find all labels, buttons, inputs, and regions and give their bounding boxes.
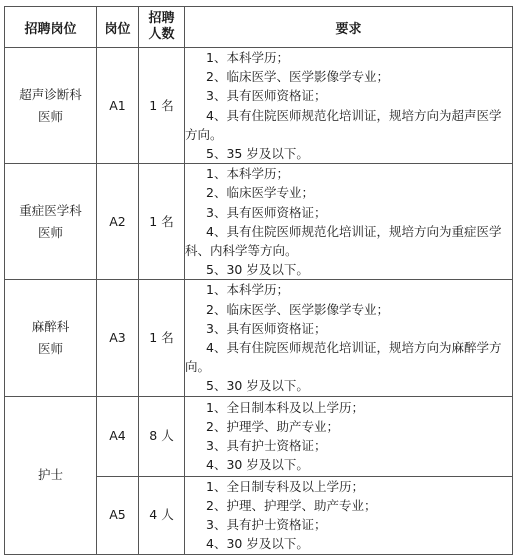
requirement-item: 3、具有护士资格证； [206, 517, 327, 533]
requirements [185, 48, 513, 164]
header-row [5, 7, 513, 48]
requirement-item: 3、具有医师资格证； [206, 88, 327, 104]
table-row [5, 164, 513, 280]
requirements [185, 280, 513, 396]
post-name-line2: 医师 [37, 341, 63, 357]
header-count-line2: 人数 [148, 27, 175, 42]
post-name [5, 396, 97, 554]
requirement-item: 1、本科学历； [206, 282, 289, 298]
header-code: 岗位 [97, 7, 139, 48]
table-row [5, 48, 513, 164]
requirement-item: 5、30 岁及以下。 [206, 262, 309, 278]
table-row [5, 280, 513, 396]
requirement-item: 1、全日制专科及以上学历； [206, 478, 364, 494]
requirement-item: 2、临床医学、医学影像学专业； [206, 301, 389, 317]
requirement-item: 1、本科学历； [206, 50, 289, 65]
post-name-line1: 护士 [37, 467, 63, 483]
requirement-item: 1、本科学历； [206, 166, 289, 182]
requirement-item: 3、具有医师资格证； [206, 320, 327, 336]
post-code: A3 [97, 280, 139, 396]
post-count: 8 人 [139, 396, 185, 476]
post-name-line1: 超声诊断科 [19, 86, 82, 102]
requirements [185, 164, 513, 280]
post-name [5, 280, 97, 396]
header-count-line1: 招聘 [148, 11, 175, 26]
requirement-item: 4、30 岁及以下。 [206, 457, 309, 473]
requirement-item: 5、35 岁及以下。 [206, 146, 309, 162]
post-count: 1 名 [139, 280, 185, 396]
post-code: A2 [97, 164, 139, 280]
post-code: A1 [97, 48, 139, 164]
requirements [185, 476, 513, 554]
post-name-line2: 医师 [37, 108, 63, 124]
post-name [5, 48, 97, 164]
post-code: A5 [97, 476, 139, 554]
post-count: 1 名 [139, 48, 185, 164]
table-row [5, 396, 513, 476]
requirement-item: 1、全日制本科及以上学历； [206, 399, 364, 415]
requirement-item: 2、护理学、助产专业； [206, 418, 339, 434]
requirement-item: 5、30 岁及以下。 [206, 378, 309, 394]
requirement-item: 4、具有住院医师规范化培训证，规培方向为麻醉学方向。 [185, 340, 502, 375]
requirement-item: 2、临床医学专业； [206, 185, 314, 201]
requirement-item: 3、具有医师资格证； [206, 204, 327, 220]
post-name-line1: 重症医学科 [19, 202, 82, 218]
requirements [185, 396, 513, 476]
recruitment-table [4, 6, 513, 555]
post-count: 1 名 [139, 164, 185, 280]
post-code: A4 [97, 396, 139, 476]
header-count [139, 7, 185, 48]
requirement-item: 4、30 岁及以下。 [206, 536, 309, 552]
requirement-item: 3、具有护士资格证； [206, 438, 327, 454]
post-name-line1: 麻醉科 [31, 319, 70, 335]
post-count: 4 人 [139, 476, 185, 554]
requirement-item: 2、临床医学、医学影像学专业； [206, 69, 389, 85]
header-post: 招聘岗位 [5, 7, 97, 48]
requirement-item: 2、护理、护理学、助产专业； [206, 497, 377, 513]
header-requirements: 要求 [185, 7, 513, 48]
requirement-item: 4、具有住院医师规范化培训证，规培方向为重症医学科、内科学等方向。 [185, 223, 502, 259]
post-name-line2: 医师 [37, 224, 63, 240]
post-name [5, 164, 97, 280]
requirement-item: 4、具有住院医师规范化培训证，规培方向为超声医学方向。 [185, 107, 502, 142]
